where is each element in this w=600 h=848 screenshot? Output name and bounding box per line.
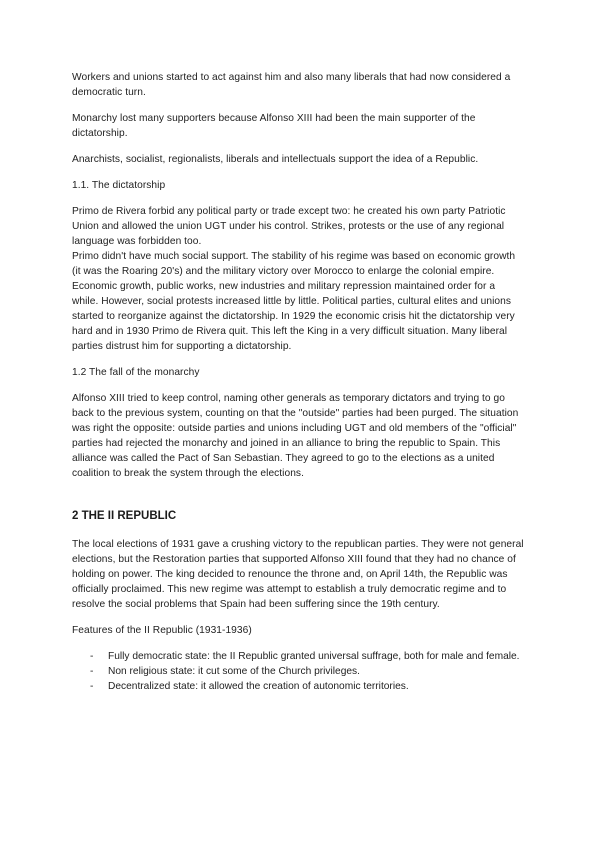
heading-ii-republic: 2 THE II REPUBLIC [72, 510, 177, 522]
list-item [72, 679, 524, 694]
paragraph-monarchy-supporters: Monarchy lost many supporters because Alfonso XIII had been the main supporter of the dictatorship. [72, 113, 476, 139]
bullet-dash: - [90, 666, 94, 677]
paragraph-alfonso-control: Alfonso XIII tried to keep control, naming other generals as temporary dictators and trying to go back to the previous system, counting on that the "outside" parties had been purged. The situation was right the opposite: outside parties and unions including UGT and old members of the "official" parties had rejected the monarchy and joined in an alliance to bring the republic to Spain. This alliance was called the Pact of San Sebastian. They agreed to go to the elections as a united coalition to break the system through the elections. [72, 393, 519, 479]
heading-dictatorship: 1.1. The dictatorship [72, 180, 166, 191]
feature-text: Decentralized state: it allowed the creation of autonomic territories. [108, 681, 409, 692]
heading-fall-monarchy: 1.2 The fall of the monarchy [72, 367, 200, 378]
features-title: Features of the II Republic (1931-1936) [72, 625, 252, 636]
list-item [72, 649, 524, 664]
paragraph-local-elections: The local elections of 1931 gave a crushing victory to the republican parties. They were not general elections, but the Restoration parties that supported Alfonso XIII found that they had no chance of holding on power. The king decided to renounce the throne and, on April 14th, the Republic was officially proclaimed. This new regime was attempt to establish a truly democratic regime and to resolve the social problems that Spain had been suffering since the 19th century. [72, 539, 524, 610]
bullet-dash: - [90, 651, 94, 662]
list-item [72, 664, 524, 679]
feature-text: Fully democratic state: the II Republic granted universal suffrage, both for male and female. [108, 651, 520, 662]
paragraph-republic-supporters: Anarchists, socialist, regionalists, liberals and intellectuals support the idea of a Republic. [72, 154, 479, 165]
feature-text: Non religious state: it cut some of the Church privileges. [108, 666, 360, 677]
bullet-dash: - [90, 681, 94, 692]
paragraph-primo-support: Primo didn't have much social support. The stability of his regime was based on economic growth (it was the Roaring 20's) and the military victory over Morocco to enlarge the colonial empire. Economic growth, public works, new industries and military repression maintained order for a while. However, social protests increased little by little. Political parties, cultural elites and unions started to reorganize against the dictatorship. In 1929 the economic crisis hit the dictatorship very hard and in 1930 Primo de Rivera quit. This left the King in a very difficult situation. Many liberal parties distrust him for supporting a dictatorship. [72, 251, 516, 352]
paragraph-workers-unions: Workers and unions started to act against him and also many liberals that had now considered a democratic turn. [72, 72, 511, 98]
features-list [72, 649, 524, 694]
paragraph-primo-forbid: Primo de Rivera forbid any political party or trade except two: he created his own party Patriotic Union and allowed the union UGT under his control. Strikes, protests or the use of any regional language was forbidden too. [72, 206, 506, 247]
document-page [72, 70, 524, 694]
